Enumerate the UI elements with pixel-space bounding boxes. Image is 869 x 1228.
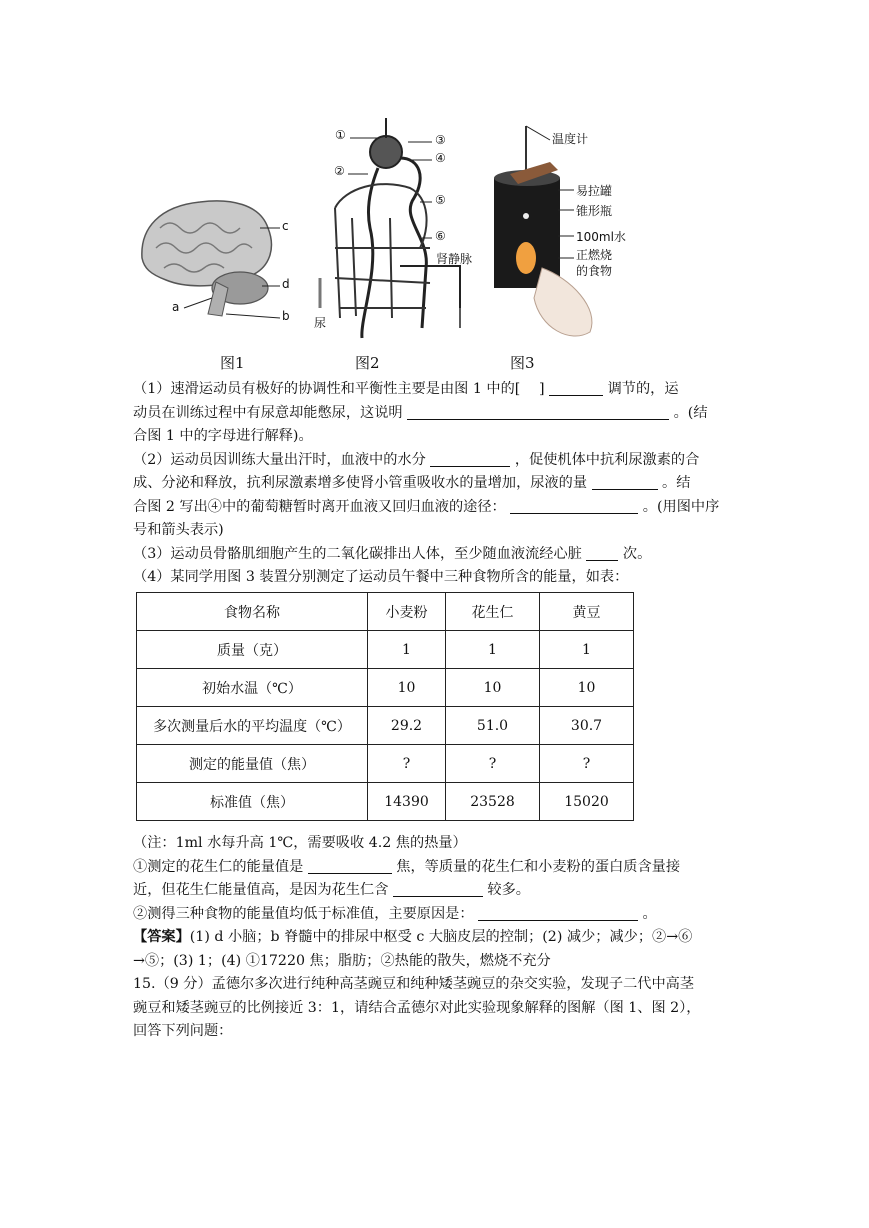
fig1-label-c: c (282, 219, 289, 233)
fig2-label-6: ⑥ (435, 229, 446, 243)
q1-blank-2 (407, 404, 669, 420)
fig1-label-a: a (172, 300, 180, 314)
fig3-caption: 图3 (510, 354, 535, 372)
fig1-caption: 图1 (220, 354, 245, 372)
q3-blank (586, 545, 618, 561)
fig2-label-urine: 尿 (314, 316, 327, 330)
fig2-label-3: ③ (435, 133, 446, 147)
q3-line: （3）运动员骨骼肌细胞产生的二氧化碳排出人体，至少随血液流经心脏 次。 (133, 545, 652, 562)
fig3-label-water: 100ml水 (576, 230, 626, 244)
brain-figure (142, 201, 280, 318)
question-block-1 (133, 378, 738, 590)
q4a-blank-1 (308, 858, 392, 874)
q1-line-3: 合图 1 中的字母进行解释)。 (133, 428, 313, 444)
answer-line-1: 【答案】(1) d 小脑；b 脊髓中的排尿中枢受 c 大脑皮层的控制；(2) 减少；减少；②→⑥ (133, 929, 693, 945)
fig2-label-2: ② (334, 164, 345, 178)
answer-line-2: →⑤；(3) 1；(4) ①17220 焦；脂肪；②热能的散失，燃烧不充分 (133, 952, 551, 969)
figures-svg (130, 118, 770, 378)
food-energy-table (136, 592, 634, 821)
fig2-label-vein: 肾静脉 (436, 252, 473, 266)
table-row: 初始水温（℃） 10 10 10 (137, 669, 634, 707)
table-note: （注：1ml 水每升高 1℃，需要吸收 4.2 焦的热量） (133, 835, 467, 851)
fig2-label-1: ① (335, 128, 346, 142)
q2-line-3: 合图 2 写出④中的葡萄糖暂时离开血液又回归血液的途径： 。(用图中序 (133, 498, 720, 515)
fig1-label-d: d (282, 277, 290, 291)
fig3-label-food-2: 的食物 (576, 264, 613, 278)
fig3-label-flask: 锥形瓶 (576, 204, 613, 218)
q4b-blank (478, 905, 638, 921)
q15-line-3: 回答下列问题： (133, 1023, 233, 1039)
question-block-2 (133, 832, 738, 1044)
fig3-label-thermometer: 温度计 (552, 132, 589, 146)
fig2-label-4: ④ (435, 151, 446, 165)
fig1-label-b: b (282, 309, 290, 323)
q2-blank-2 (592, 474, 658, 490)
fig2-label-5: ⑤ (435, 193, 446, 207)
q4b-line: ②测得三种食物的能量值均低于标准值，主要原因是： 。 (133, 905, 657, 922)
q4a-line-1: ①测定的花生仁的能量值是 焦，等质量的花生仁和小麦粉的蛋白质含量接 (133, 858, 681, 875)
q1-line-1: （1）速滑运动员有极好的协调性和平衡性主要是由图 1 中的[ ] 调节的，运 (133, 381, 679, 397)
q15-line-2: 豌豆和矮茎豌豆的比例接近 3：1，请结合孟德尔对此实验现象解释的图解（图 1、图 2）， (133, 999, 701, 1016)
q1-blank-1 (549, 380, 603, 396)
q1-line-2: 动员在训练过程中有尿意却能憋尿，这说明 。(结 (133, 404, 708, 421)
figures-area (130, 118, 770, 378)
q4a-blank-2 (393, 881, 483, 897)
table-row: 质量（克） 1 1 1 (137, 631, 634, 669)
q4a-line-2: 近，但花生仁能量值高，是因为花生仁含 较多。 (133, 882, 530, 898)
q2-blank-1 (430, 451, 510, 467)
fig3-label-food-1: 正燃烧 (576, 248, 613, 262)
q15-line-1: 15.（9 分）孟德尔多次进行纯种高茎豌豆和纯种矮茎豌豆的杂交实验，发现子二代中高茎 (133, 976, 695, 992)
q2-line-1: （2）运动员因训练大量出汗时，血液中的水分 ，促使机体中抗利尿激素的合 (133, 451, 700, 468)
fig3-label-can: 易拉罐 (576, 184, 613, 198)
q2-blank-3 (510, 498, 638, 514)
q2-line-2: 成、分泌和释放，抗利尿激素增多使肾小管重吸收水的量增加，尿液的量 。结 (133, 475, 691, 491)
table-row: 食物名称 小麦粉 花生仁 黄豆 (137, 593, 634, 631)
table-row: 多次测量后水的平均温度（℃） 29.2 51.0 30.7 (137, 707, 634, 745)
table-row: 标准值（焦） 14390 23528 15020 (137, 783, 634, 821)
q2-line-4: 号和箭头表示) (133, 522, 224, 538)
table-row: 测定的能量值（焦） ? ? ? (137, 745, 634, 783)
fig2-caption: 图2 (355, 354, 380, 372)
q4-intro: （4）某同学用图 3 装置分别测定了运动员午餐中三种食物所含的能量，如表： (133, 569, 629, 585)
